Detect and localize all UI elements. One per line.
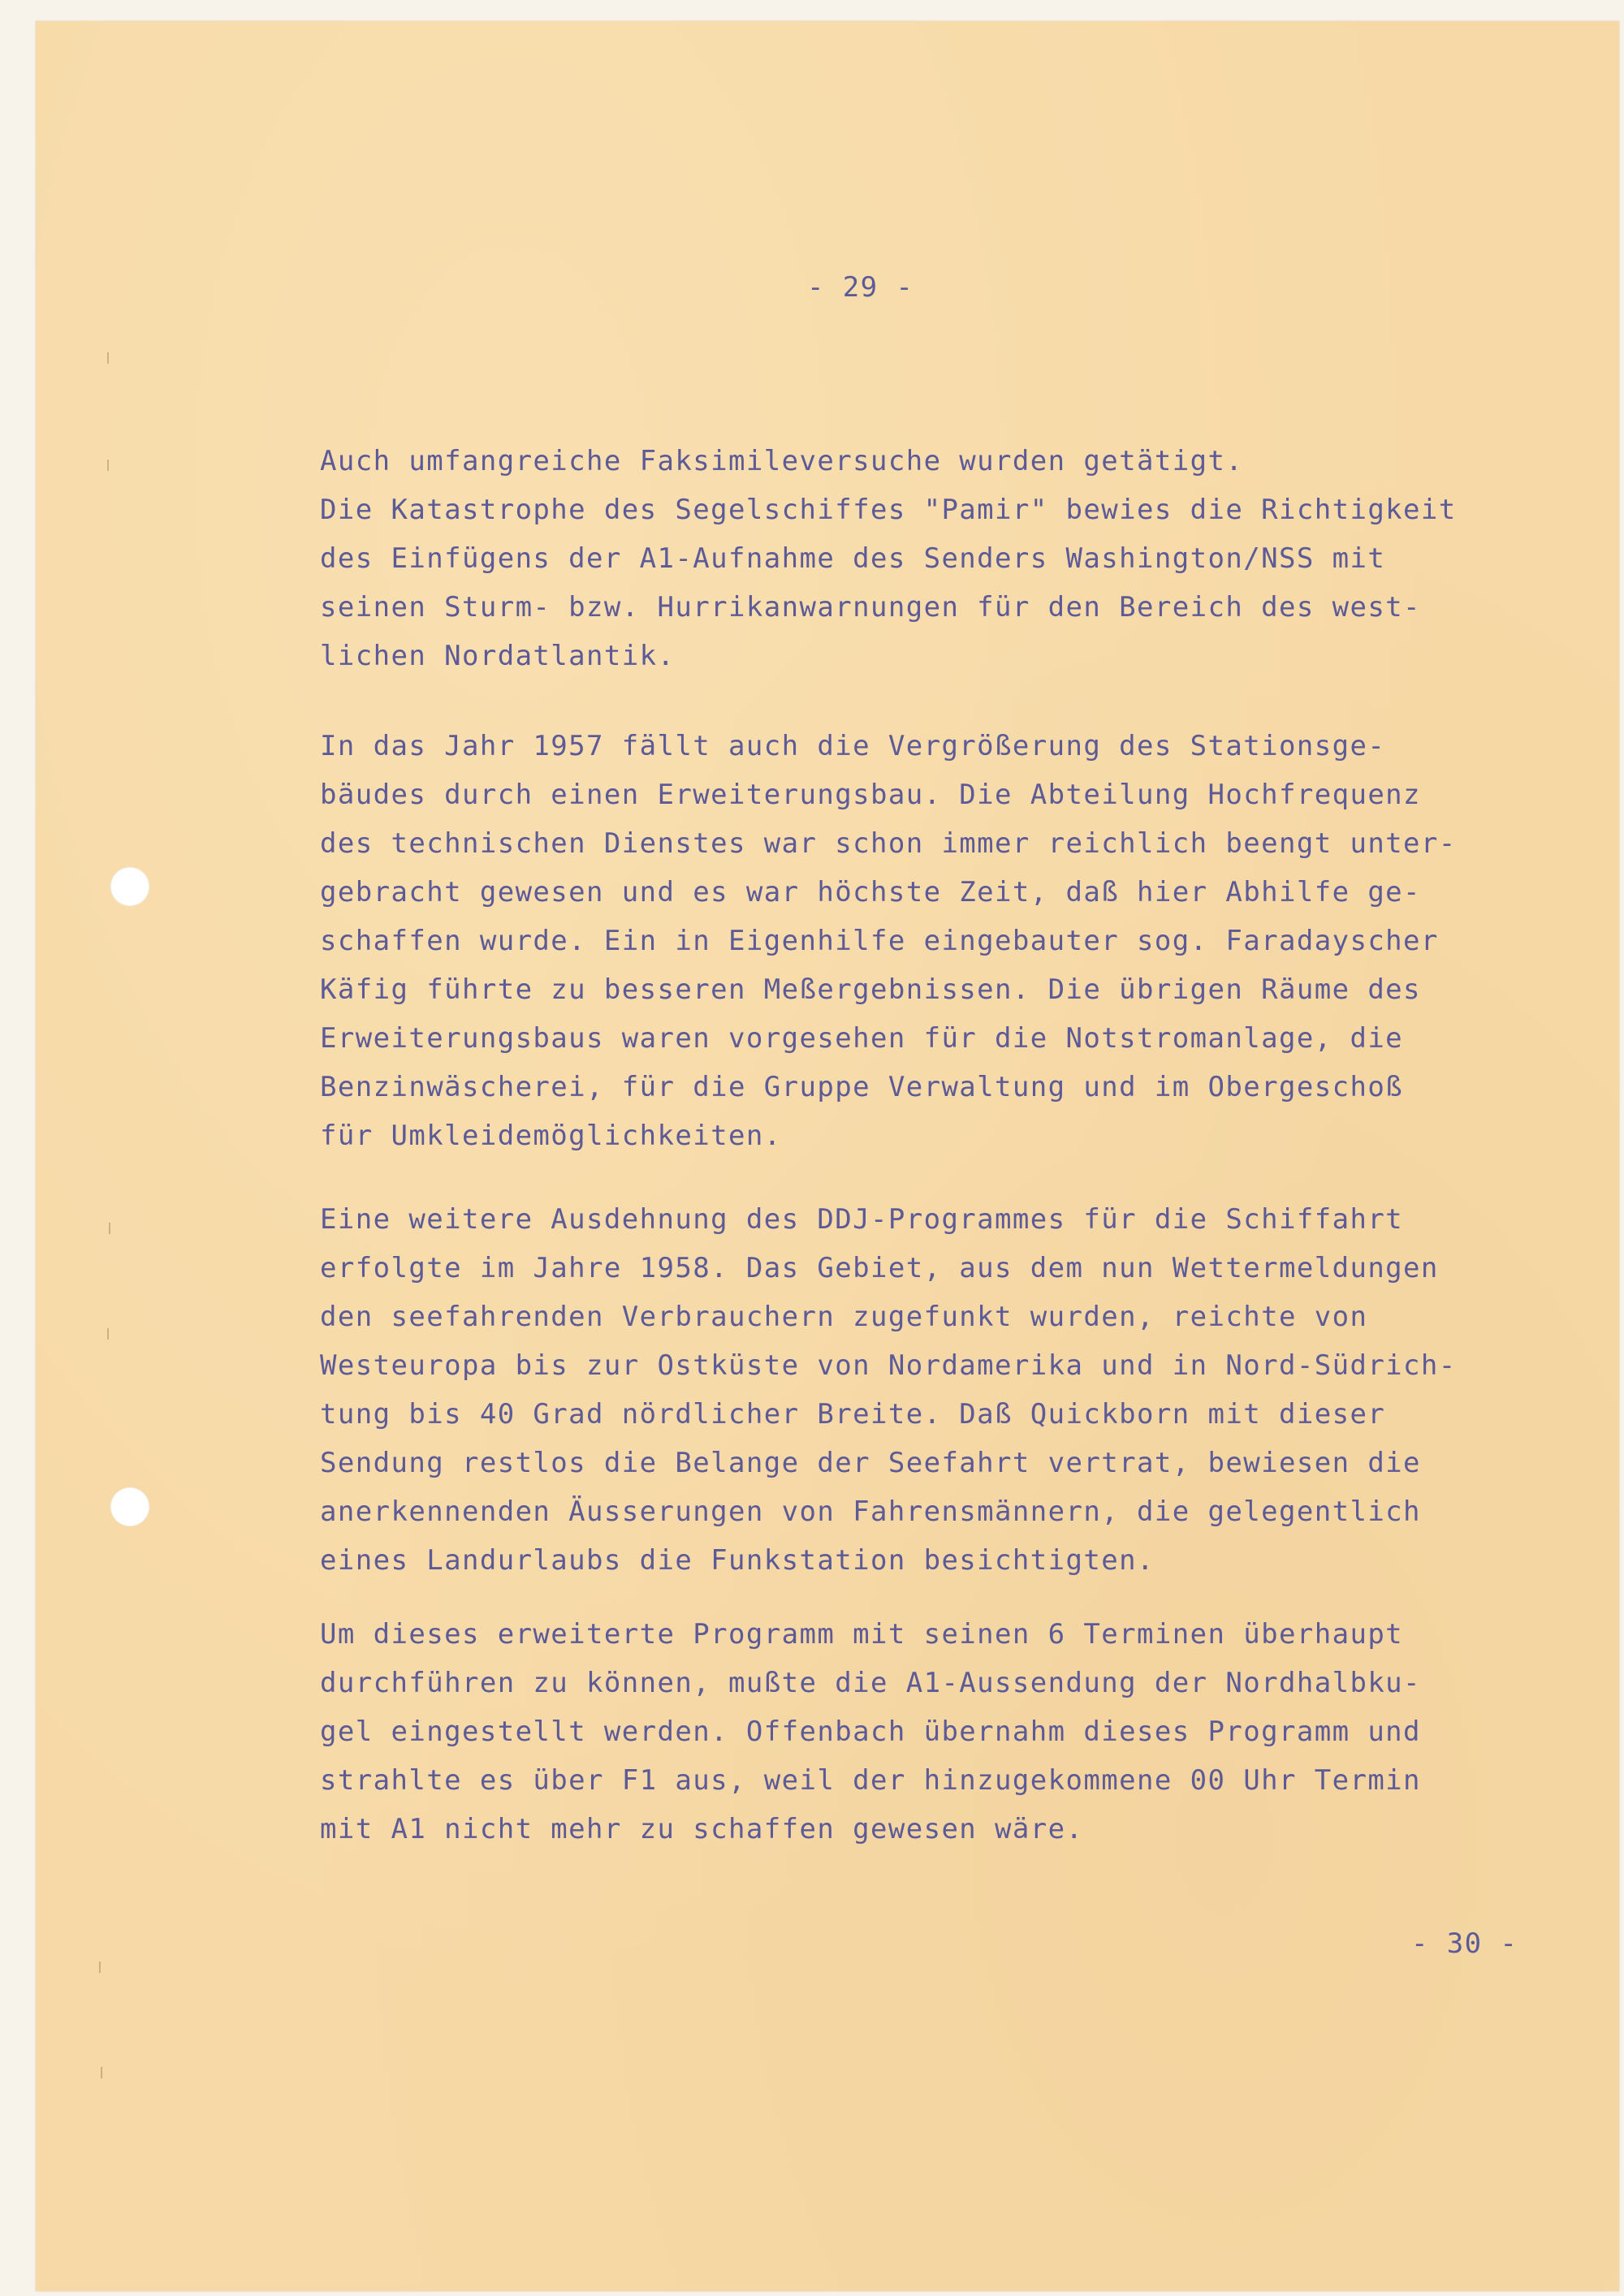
page-number: - 29 - — [807, 271, 914, 304]
punch-hole-top — [110, 867, 149, 906]
scan-artifact — [107, 460, 115, 471]
text-line: Erweiterungsbaus waren vorgesehen für die Notstromanlage, die — [320, 1022, 1404, 1055]
paragraph-facsimile — [320, 437, 1457, 486]
text-line: tung bis 40 Grad nördlicher Breite. Daß Quickborn mit dieser — [320, 1398, 1386, 1431]
paragraph-building-extension — [320, 722, 1457, 1160]
text-line: Eine weitere Ausdehnung des DDJ-Programmes für die Schiffahrt — [320, 1203, 1404, 1236]
text-line: Benzinwäscherei, für die Gruppe Verwaltung und im Obergeschoß — [320, 1071, 1404, 1103]
scan-artifact — [109, 1223, 117, 1234]
text-line: den seefahrenden Verbrauchern zugefunkt wurden, reichte von — [320, 1301, 1368, 1333]
text-line: Die Katastrophe des Segelschiffes "Pamir" bewies die Richtigkeit — [320, 494, 1457, 526]
text-line: Käfig führte zu besseren Meßergebnissen. Die übrigen Räume des — [320, 973, 1421, 1006]
text-line: In das Jahr 1957 fällt auch die Vergrößerung des Stationsge- — [320, 730, 1386, 762]
text-line: erfolgte im Jahre 1958. Das Gebiet, aus dem nun Wettermeldungen — [320, 1252, 1439, 1284]
paragraph-ddj-programme — [320, 1195, 1457, 1585]
text-line: durchführen zu können, mußte die A1-Aussendung der Nordhalbku- — [320, 1667, 1421, 1699]
text-line: mit A1 nicht mehr zu schaffen gewesen wäre. — [320, 1813, 1084, 1845]
scan-artifact — [107, 1328, 115, 1340]
text-line: Sendung restlos die Belange der Seefahrt vertrat, bewiesen die — [320, 1447, 1421, 1479]
text-line: lichen Nordatlantik. — [320, 640, 676, 672]
text-line: Auch umfangreiche Faksimileversuche wurden getätigt. — [320, 445, 1244, 477]
text-line: seinen Sturm- bzw. Hurrikanwarnungen für den Bereich des west- — [320, 591, 1421, 624]
text-line: des Einfügens der A1-Aufnahme des Senders Washington/NSS mit — [320, 542, 1386, 575]
paragraph-pamir — [320, 486, 1457, 680]
text-line: strahlte es über F1 aus, weil der hinzugekommene 00 Uhr Termin — [320, 1764, 1421, 1797]
text-line: für Umkleidemöglichkeiten. — [320, 1120, 782, 1152]
text-line: schaffen wurde. Ein in Eigenhilfe eingebauter sog. Faradayscher — [320, 925, 1439, 957]
next-page-marker: - 30 - — [1411, 1927, 1518, 1960]
scan-artifact — [101, 2067, 109, 2078]
text-line: anerkennenden Äusserungen von Fahrensmännern, die gelegentlich — [320, 1495, 1421, 1528]
scan-artifact — [107, 352, 115, 364]
text-line: Um dieses erweiterte Programm mit seinen 6 Terminen überhaupt — [320, 1618, 1404, 1651]
text-line: gel eingestellt werden. Offenbach übernahm dieses Programm und — [320, 1716, 1421, 1748]
paragraph-extended-programme — [320, 1610, 1457, 1854]
text-line: Westeuropa bis zur Ostküste von Nordamerika und in Nord-Südrich- — [320, 1349, 1457, 1382]
scan-artifact — [99, 1962, 107, 1973]
text-line: des technischen Dienstes war schon immer reichlich beengt unter- — [320, 827, 1457, 860]
text-line: eines Landurlaubs die Funkstation besichtigten. — [320, 1544, 1155, 1577]
text-line: gebracht gewesen und es war höchste Zeit, daß hier Abhilfe ge- — [320, 876, 1421, 908]
text-line: bäudes durch einen Erweiterungsbau. Die Abteilung Hochfrequenz — [320, 779, 1421, 811]
punch-hole-bottom — [110, 1487, 149, 1526]
